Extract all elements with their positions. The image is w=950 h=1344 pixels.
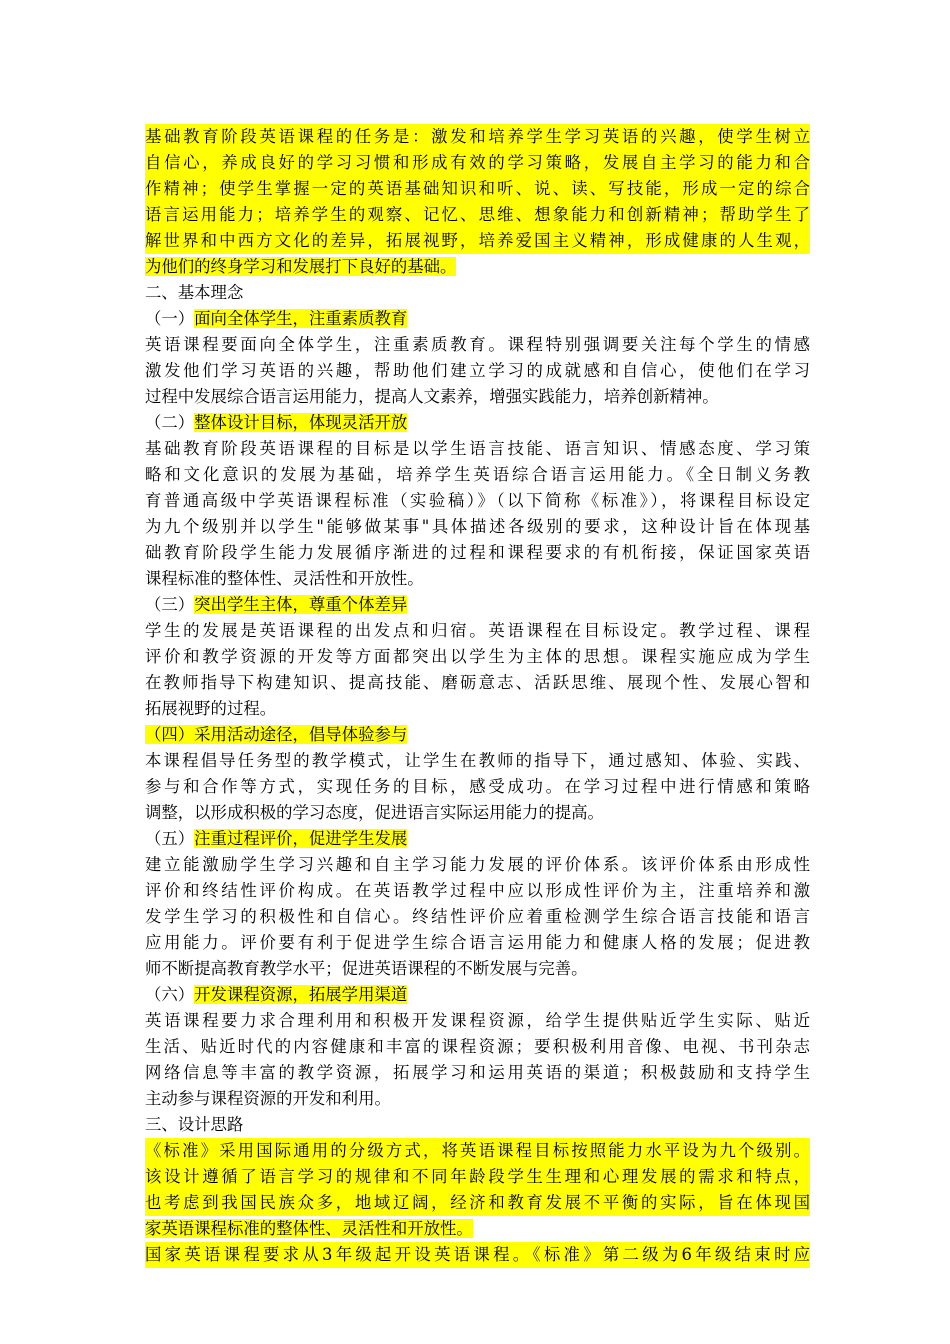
item-heading	[145, 592, 810, 618]
paragraph-line: 参与和合作等方式，实现任务的目标，感受成功。在学习过程中进行情感和策略	[145, 777, 810, 796]
item-title: 整体设计目标，体现灵活开放	[194, 413, 408, 432]
intro-line: 为他们的终身学习和发展打下良好的基础。	[145, 257, 457, 276]
paragraph-line: 育普通高级中学英语课程标准（实验稿）》（以下简称《标准》），将课程目标设定	[145, 491, 810, 510]
paragraph-line: 生活、贴近时代的内容健康和丰富的课程资源；要积极利用音像、电视、书刊杂志	[145, 1037, 810, 1056]
paragraph-line: 英语课程要力求合理利用和积极开发课程资源，给学生提供贴近学生实际、贴近	[145, 1011, 810, 1030]
item-heading	[145, 410, 810, 436]
paragraph-line: 《标准》采用国际通用的分级方式，将英语课程目标按照能力水平设为九个级别。	[145, 1138, 810, 1164]
paragraph-line: 发学生学习的积极性和自信心。终结性评价应着重检测学生综合语言技能和语言	[145, 907, 810, 926]
paragraph-line: 础教育阶段学生能力发展循序渐进的过程和课程要求的有机衔接，保证国家英语	[145, 543, 810, 562]
item-heading	[145, 722, 810, 748]
item-prefix: （五）	[145, 829, 195, 848]
paragraph-line: 评价和终结性评价构成。在英语教学过程中应以形成性评价为主，注重培养和激	[145, 881, 810, 900]
paragraph-line: 主动参与课程资源的开发和利用。	[145, 1089, 391, 1108]
paragraph-line: 英语课程要面向全体学生，注重素质教育。课程特别强调要关注每个学生的情感	[145, 335, 810, 354]
intro-line: 自信心，养成良好的学习习惯和形成有效的学习策略，发展自主学习的能力和合	[145, 150, 810, 176]
item-heading	[145, 306, 810, 332]
section-heading: 三、设计思路	[145, 1115, 244, 1134]
paragraph-line: 在教师指导下构建知识、提高技能、磨砺意志、活跃思维、展现个性、发展心智和	[145, 673, 810, 692]
paragraph-line: 师不断提高教育教学水平；促进英语课程的不断发展与完善。	[145, 959, 588, 978]
section-heading: 二、基本理念	[145, 283, 244, 302]
item-prefix: （二）	[145, 413, 195, 432]
item-title: 面向全体学生，注重素质教育	[194, 309, 408, 328]
item-prefix: （三）	[145, 595, 195, 614]
paragraph-line: 学生的发展是英语课程的出发点和归宿。英语课程在目标设定。教学过程、课程	[145, 621, 810, 640]
paragraph-line: 也考虑到我国民族众多，地域辽阔，经济和教育发展不平衡的实际，旨在体现国	[145, 1190, 810, 1216]
document-page	[145, 124, 810, 1268]
paragraph-line: 应用能力。评价要有利于促进学生综合语言运用能力和健康人格的发展；促进教	[145, 933, 810, 952]
paragraph-line: 基础教育阶段英语课程的目标是以学生语言技能、语言知识、情感态度、学习策	[145, 439, 810, 458]
paragraph-line: 拓展视野的过程。	[145, 699, 277, 718]
paragraph-line: 家英语课程标准的整体性、灵活性和开放性。	[145, 1219, 473, 1238]
item-title: 突出学生主体，尊重个体差异	[194, 595, 408, 614]
item-heading	[145, 982, 810, 1008]
intro-line: 基础教育阶段英语课程的任务是：激发和培养学生学习英语的兴趣，使学生树立	[145, 124, 810, 150]
paragraph-line: 调整，以形成积极的学习态度，促进语言实际运用能力的提高。	[145, 803, 604, 822]
intro-paragraph	[145, 124, 810, 280]
paragraph-line: 过程中发展综合语言运用能力，提高人文素养，增强实践能力，培养创新精神。	[145, 387, 719, 406]
paragraph-line: 国家英语课程要求从3年级起开设英语课程。《标准》第二级为6年级结束时应	[145, 1242, 810, 1268]
paragraph-line: 激发他们学习英语的兴趣，帮助他们建立学习的成就感和自信心，使他们在学习	[145, 361, 810, 380]
item-title: 注重过程评价，促进学生发展	[194, 829, 408, 848]
paragraph-line: 该设计遵循了语言学习的规律和不同年龄段学生生理和心理发展的需求和特点，	[145, 1164, 810, 1190]
intro-line: 解世界和中西方文化的差异，拓展视野，培养爱国主义精神，形成健康的人生观，	[145, 228, 810, 254]
intro-line: 作精神；使学生掌握一定的英语基础知识和听、说、读、写技能，形成一定的综合	[145, 176, 810, 202]
item-heading	[145, 826, 810, 852]
paragraph-line: 课程标准的整体性、灵活性和开放性。	[145, 569, 424, 588]
item-prefix: （四）	[145, 725, 195, 744]
item-title: 采用活动途径，倡导体验参与	[194, 725, 408, 744]
intro-line: 语言运用能力；培养学生的观察、记忆、思维、想象能力和创新精神；帮助学生了	[145, 202, 810, 228]
paragraph-line: 本课程倡导任务型的教学模式，让学生在教师的指导下，通过感知、体验、实践、	[145, 751, 810, 770]
paragraph-line: 网络信息等丰富的教学资源，拓展学习和运用英语的渠道；积极鼓励和支持学生	[145, 1063, 810, 1082]
paragraph-line: 略和文化意识的发展为基础，培养学生英语综合语言运用能力。《全日制义务教	[145, 465, 810, 484]
paragraph-line: 为九个级别并以学生"能够做某事"具体描述各级别的要求，这种设计旨在体现基	[145, 517, 810, 536]
paragraph-line: 评价和教学资源的开发等方面都突出以学生为主体的思想。课程实施应成为学生	[145, 647, 810, 666]
item-prefix: （六）	[145, 985, 195, 1004]
item-prefix: （一）	[145, 309, 195, 328]
item-title: 开发课程资源，拓展学用渠道	[194, 985, 408, 1004]
paragraph-line: 建立能激励学生学习兴趣和自主学习能力发展的评价体系。该评价体系由形成性	[145, 855, 810, 874]
